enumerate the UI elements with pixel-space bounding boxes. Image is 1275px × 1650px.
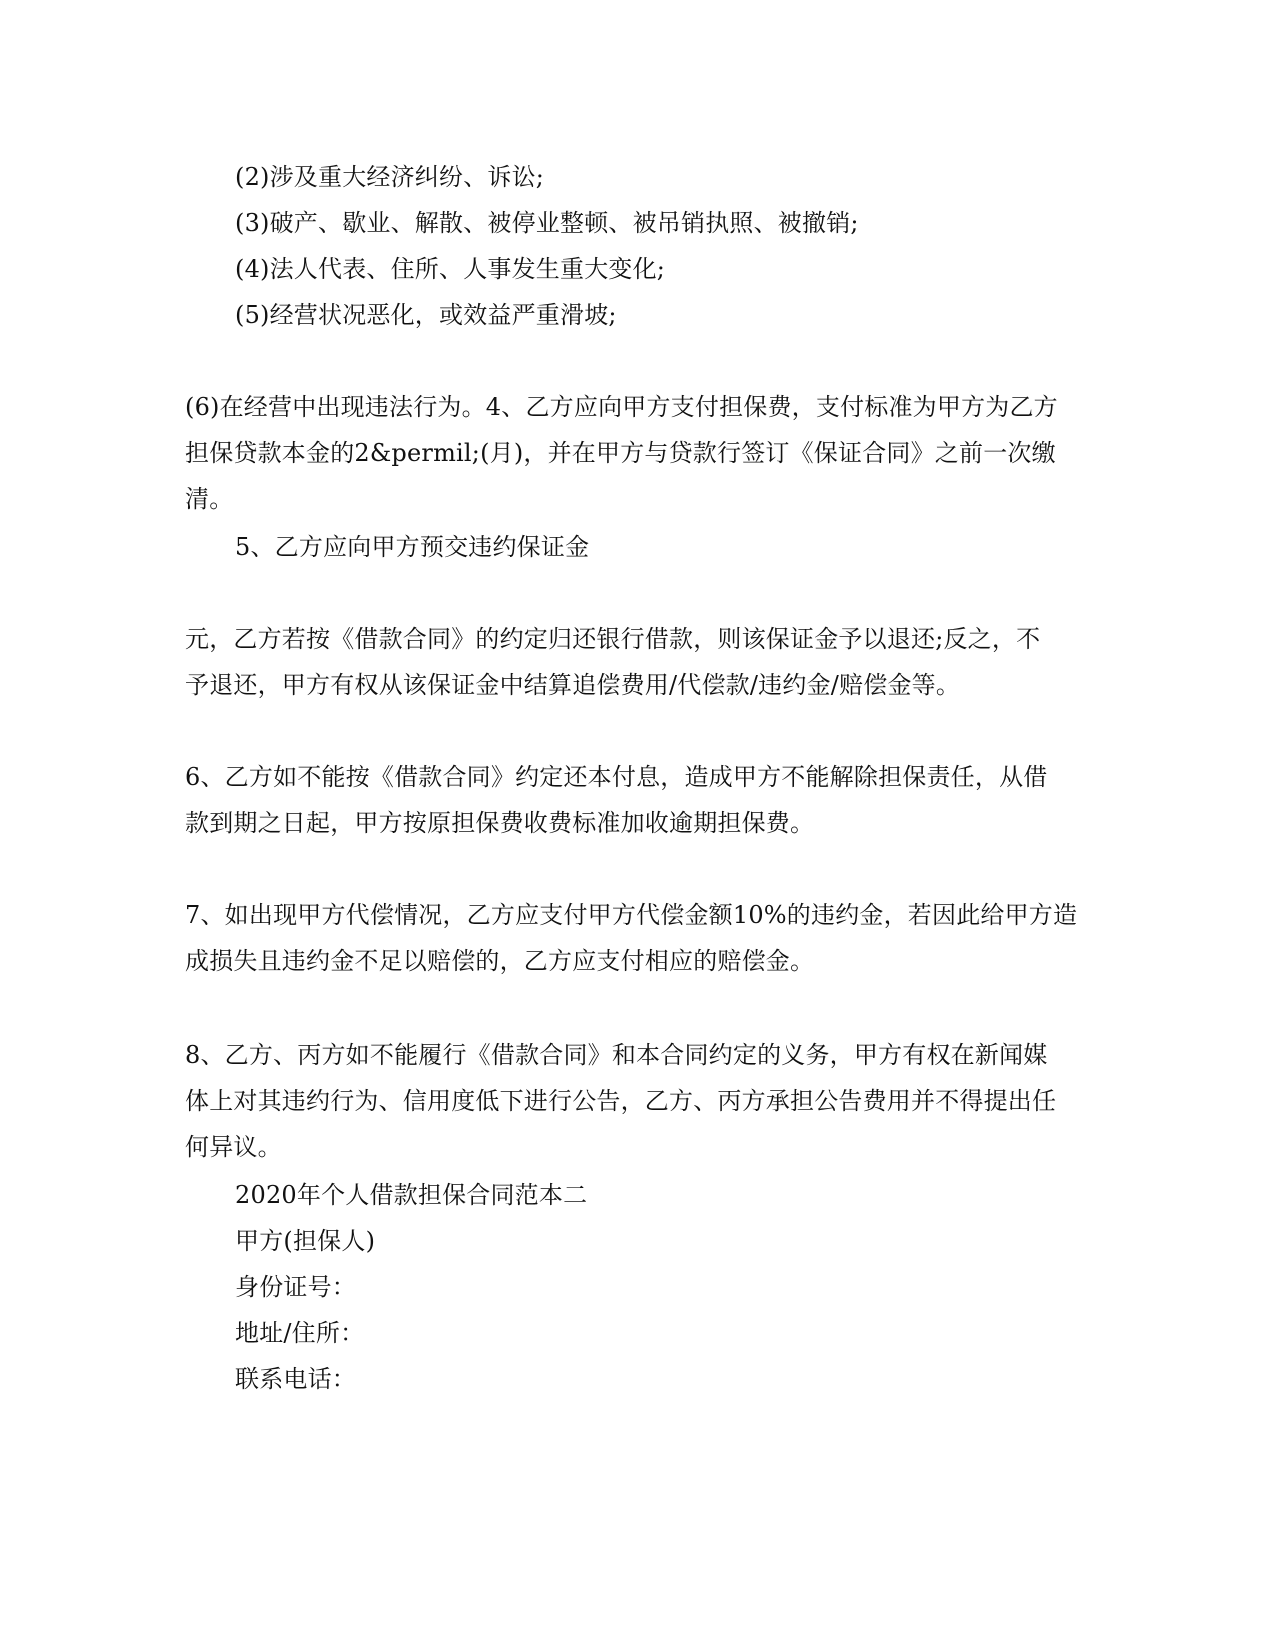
paragraph-line: (6)在经营中出现违法行为。4、乙方应向甲方支付担保费，支付标准为甲方为乙方 [185,393,1058,421]
paragraph-line: 6、乙方如不能按《借款合同》约定还本付息，造成甲方不能解除担保责任，从借 [185,763,1048,791]
paragraph-line: 担保贷款本金的2&permil;(月)，并在甲方与贷款行签订《保证合同》之前一次缴 [185,439,1056,467]
clause-5-line: (5)经营状况恶化，或效益严重滑坡; [235,301,617,329]
clause-3-line: (3)破产、歇业、解散、被停业整顿、被吊销执照、被撤销; [235,209,859,237]
paragraph-line: 8、乙方、丙方如不能履行《借款合同》和本合同约定的义务，甲方有权在新闻媒 [185,1041,1048,1069]
clause-4-line: (4)法人代表、住所、人事发生重大变化; [235,255,666,283]
paragraph-line: 7、如出现甲方代偿情况，乙方应支付甲方代偿金额10%的违约金，若因此给甲方造 [185,901,1078,929]
paragraph-line: 款到期之日起，甲方按原担保费收费标准加收逾期担保费。 [185,809,815,837]
paragraph-line: 何异议。 [185,1133,282,1161]
paragraph-line: 体上对其违约行为、信用度低下进行公告，乙方、丙方承担公告费用并不得提出任 [185,1087,1057,1115]
phone-label: 联系电话： [235,1365,356,1393]
clause-2-line: (2)涉及重大经济纠纷、诉讼; [235,163,545,191]
paragraph-line: 5、乙方应向甲方预交违约保证金 [235,533,590,561]
party-a-label: 甲方(担保人) [235,1227,376,1255]
paragraph-line: 成损失且违约金不足以赔偿的，乙方应支付相应的赔偿金。 [185,947,815,975]
id-number-label: 身份证号： [235,1273,356,1301]
address-label: 地址/住所： [235,1319,365,1347]
paragraph-line: 元，乙方若按《借款合同》的约定归还银行借款，则该保证金予以退还;反之，不 [185,625,1041,653]
section-title: 2020年个人借款担保合同范本二 [235,1181,588,1209]
paragraph-line: 予退还，甲方有权从该保证金中结算追偿费用/代偿款/违约金/赔偿金等。 [185,671,961,699]
paragraph-line: 清。 [185,485,234,513]
